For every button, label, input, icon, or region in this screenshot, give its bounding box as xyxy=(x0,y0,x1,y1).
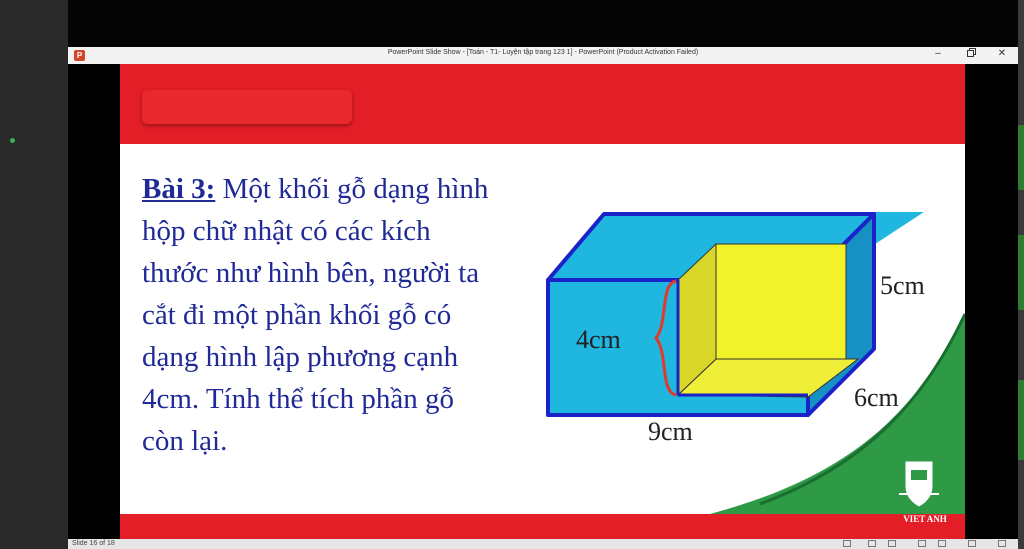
left-panel xyxy=(0,0,68,549)
slide xyxy=(120,64,965,539)
logo-badge-icon xyxy=(911,470,927,480)
cube-back-face xyxy=(716,244,846,359)
bottom-red-band xyxy=(120,514,965,539)
normal-view-icon[interactable] xyxy=(918,540,926,547)
reading-view-icon[interactable] xyxy=(968,540,976,547)
label-cube-edge: 4cm xyxy=(576,325,621,354)
label-length: 9cm xyxy=(648,417,693,446)
box-figure xyxy=(120,64,965,539)
logo-text: VIET ANH xyxy=(903,514,947,524)
slide-area xyxy=(68,64,1018,539)
right-edge-green-strip xyxy=(1018,125,1024,190)
close-button[interactable]: ✕ xyxy=(997,48,1007,59)
powerpoint-icon[interactable]: P xyxy=(74,50,85,61)
top-black-area xyxy=(68,0,1018,47)
slide-sorter-icon[interactable] xyxy=(938,540,946,547)
label-height: 5cm xyxy=(880,271,925,300)
problem-label: Bài 3: xyxy=(142,173,216,205)
minimize-button[interactable]: – xyxy=(935,48,941,59)
status-dot xyxy=(10,138,15,143)
window-title: PowerPoint Slide Show - [Toán - T1- Luyện tập trang 123 1] - PowerPoint (Product Activation Failed) xyxy=(387,49,699,56)
label-width: 6cm xyxy=(854,383,899,412)
right-edge-panel xyxy=(1018,0,1024,549)
pause-icon[interactable] xyxy=(868,540,876,547)
next-slide-icon[interactable] xyxy=(888,540,896,547)
logo-shield-icon xyxy=(906,462,932,506)
restore-button[interactable] xyxy=(961,48,981,60)
problem-body: Một khối gỗ dạng hình hộp chữ nhật có các kích thước như hình bên, người ta cắt đi một phần khối gỗ có dạng hình lập phương cạnh 4cm. Tính thể tích phần gỗ còn lại. xyxy=(142,173,489,457)
right-edge-green-strip xyxy=(1018,235,1024,310)
slideshow-view-icon[interactable] xyxy=(998,540,1006,547)
right-edge-green-strip xyxy=(1018,380,1024,460)
prev-slide-icon[interactable] xyxy=(843,540,851,547)
slide-counter: Slide 16 of 18 xyxy=(72,540,115,547)
window-titlebar xyxy=(68,47,1018,65)
restore-icon xyxy=(967,48,976,57)
viet-anh-logo xyxy=(899,462,939,506)
status-bar xyxy=(68,539,1018,549)
